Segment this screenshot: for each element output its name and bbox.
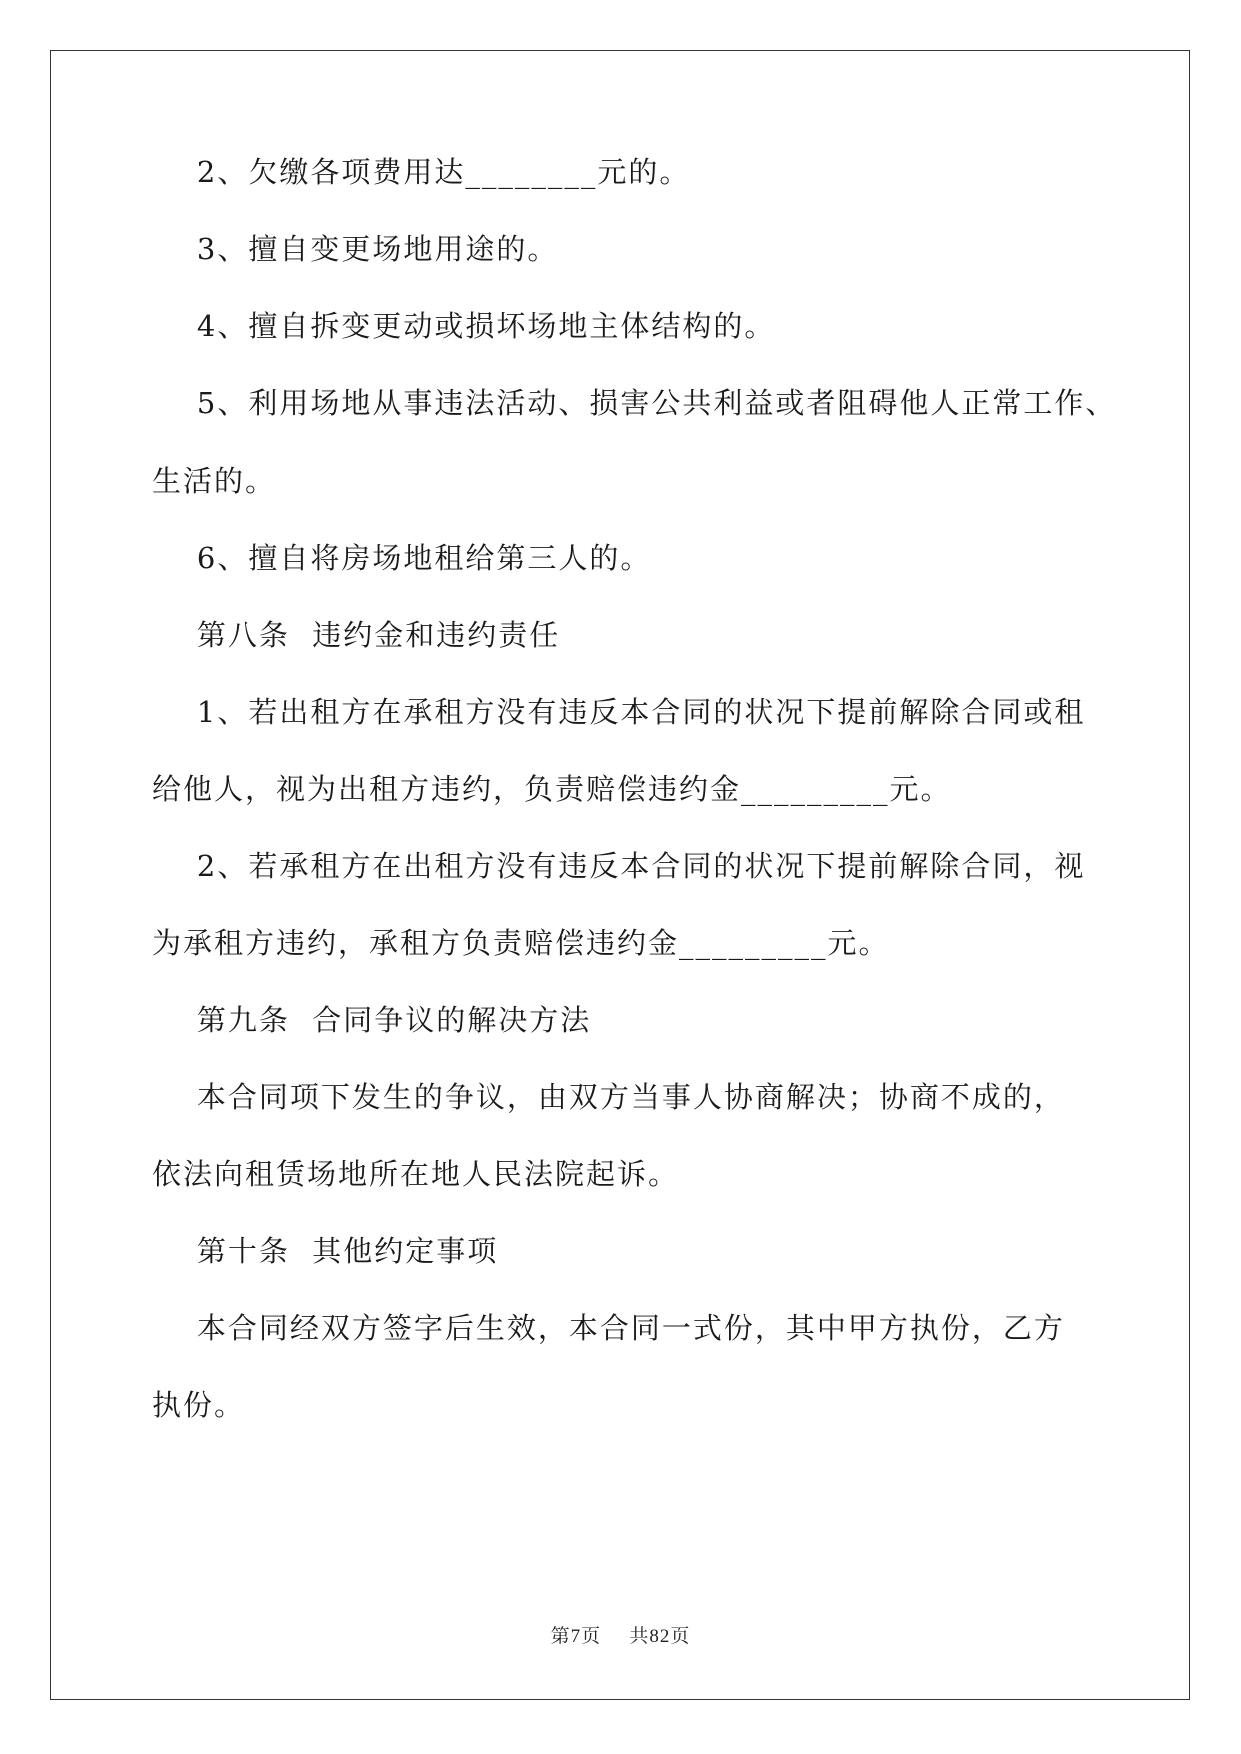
text-line: 6、擅自将房场地租给第三人的。 — [152, 541, 652, 575]
text-line: 1、若出租方在承租方没有违反本合同的状况下提前解除合同或租 — [152, 695, 1086, 729]
text-line: 2、若承租方在出租方没有违反本合同的状况下提前解除合同，视 — [152, 849, 1086, 883]
page-prefix: 第 — [550, 1625, 571, 1647]
page-total: 82 — [649, 1626, 671, 1647]
section-heading: 第十条 其他约定事项 — [152, 1234, 499, 1268]
text-line: 4、擅自拆变更动或损坏场地主体结构的。 — [152, 309, 776, 343]
section-heading: 第九条 合同争议的解决方法 — [152, 1003, 592, 1037]
text-line: 3、擅自变更场地用途的。 — [152, 232, 559, 266]
text-line: 本合同项下发生的争议，由双方当事人协商解决；协商不成的， — [152, 1080, 1065, 1114]
text-line: 5、利用场地从事违法活动、损害公共利益或者阻碍他人正常工作、 — [152, 386, 1117, 420]
page-current: 7 — [570, 1626, 582, 1647]
text-line: 2、欠缴各项费用达________元的。 — [152, 155, 691, 189]
section-heading: 第八条 违约金和违约责任 — [152, 618, 561, 652]
text-line: 执份。 — [152, 1388, 246, 1422]
text-line: 本合同经双方签字后生效，本合同一式份，其中甲方执份，乙方 — [152, 1311, 1065, 1345]
page-mid: 页 共 — [581, 1625, 650, 1647]
page-footer — [0, 1621, 1241, 1648]
text-line: 依法向租赁场地所在地人民法院起诉。 — [152, 1157, 680, 1191]
text-line: 生活的。 — [152, 464, 277, 498]
text-line: 为承租方违约，承租方负责赔偿违约金_________元。 — [152, 926, 890, 960]
text-line: 给他人，视为出租方违约，负责赔偿违约金_________元。 — [152, 772, 952, 806]
page-suffix: 页 — [670, 1625, 691, 1647]
